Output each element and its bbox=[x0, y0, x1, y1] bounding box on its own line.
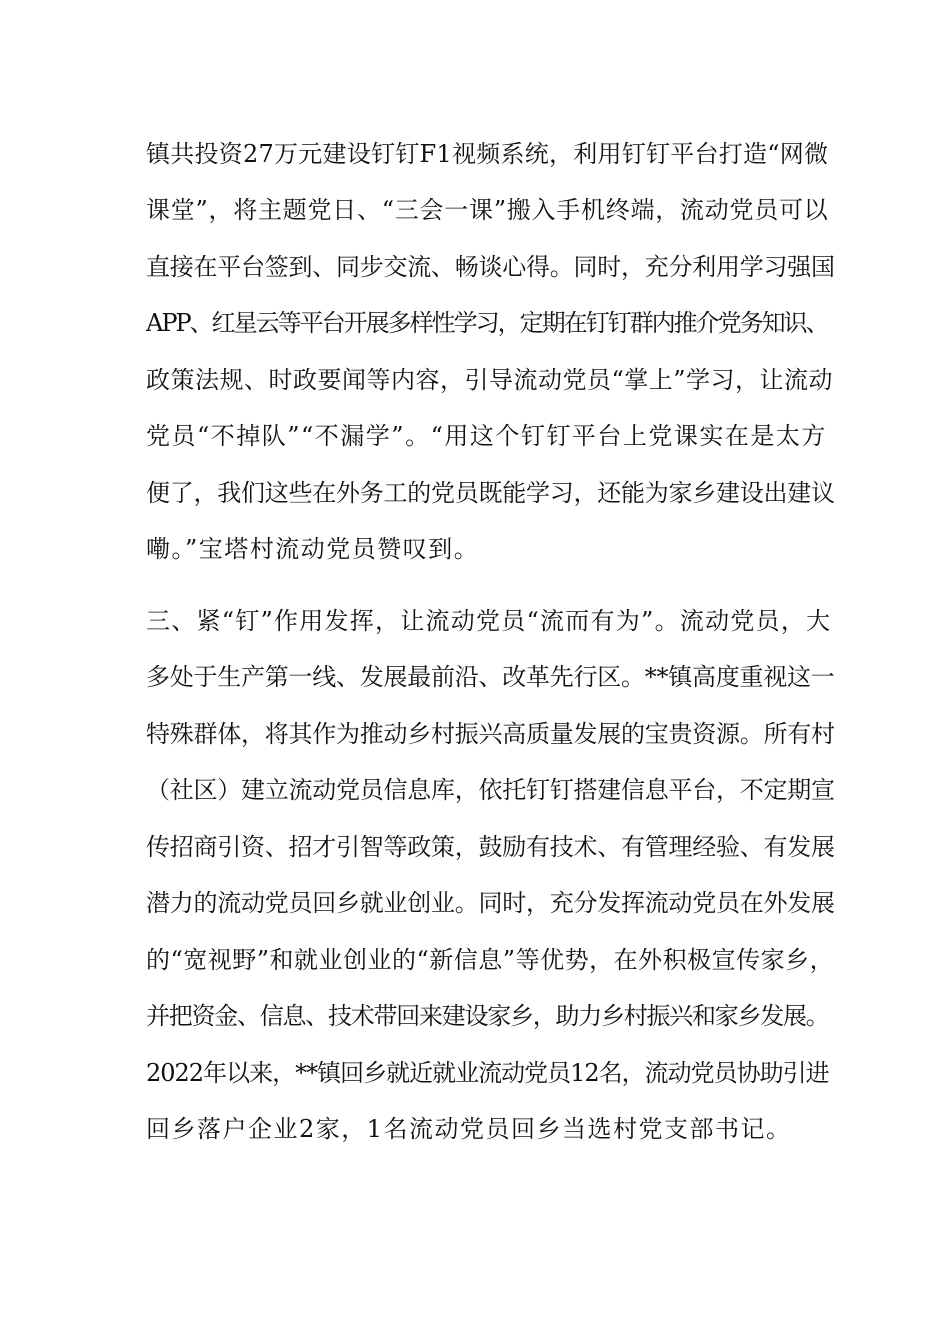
text-line: 传招商引资、招才引智等政策，鼓励有技术、有管理经验、有发展 bbox=[146, 833, 835, 861]
text-line: 嘞。”宝塔村流动党员赞叹到。 bbox=[146, 535, 480, 563]
text-line: 党员“不掉队”“不漏学”。“用这个钉钉平台上党课实在是太方 bbox=[146, 422, 827, 450]
text-line: 便了，我们这些在外务工的党员既能学习，还能为家乡建设出建议 bbox=[146, 479, 835, 507]
text-line: （社区）建立流动党员信息库，依托钉钉搭建信息平台，不定期宣 bbox=[146, 776, 835, 804]
text-line: 三、紧“钉”作用发挥，让流动党员“流而有为”。流动党员，大 bbox=[146, 607, 832, 635]
text-line: 课堂”，将主题党日、“三会一课”搬入手机终端，流动党员可以 bbox=[146, 196, 829, 224]
text-line: 潜力的流动党员回乡就业创业。同时，充分发挥流动党员在外发展 bbox=[146, 889, 835, 917]
text-line: 直接在平台签到、同步交流、畅谈心得。同时，充分利用学习强国 bbox=[146, 253, 835, 281]
text-line: 政策法规、时政要闻等内容，引导流动党员“掌上”学习，让流动 bbox=[146, 366, 834, 394]
text-line: 的“宽视野”和就业创业的“新信息”等优势，在外积极宣传家乡， bbox=[146, 946, 835, 974]
text-line: 回乡落户企业2家，1名流动党员回乡当选村党支部书记。 bbox=[146, 1115, 792, 1143]
text-line: 多处于生产第一线、发展最前沿、改革先行区。**镇高度重视这一 bbox=[146, 663, 835, 691]
text-line: 特殊群体，将其作为推动乡村振兴高质量发展的宝贵资源。所有村 bbox=[146, 720, 835, 748]
text-line: 2022年以来，**镇回乡就近就业流动党员12名，流动党员协助引进 bbox=[146, 1059, 829, 1087]
text-line: 镇共投资27万元建设钉钉F1视频系统，利用钉钉平台打造“网微 bbox=[146, 140, 829, 168]
text-line: 并把资金、信息、技术带回来建设家乡，助力乡村振兴和家乡发展。 bbox=[146, 1002, 829, 1030]
text-line: APP、红星云等平台开展多样性学习，定期在钉钉群内推介党务知识、 bbox=[146, 309, 828, 337]
